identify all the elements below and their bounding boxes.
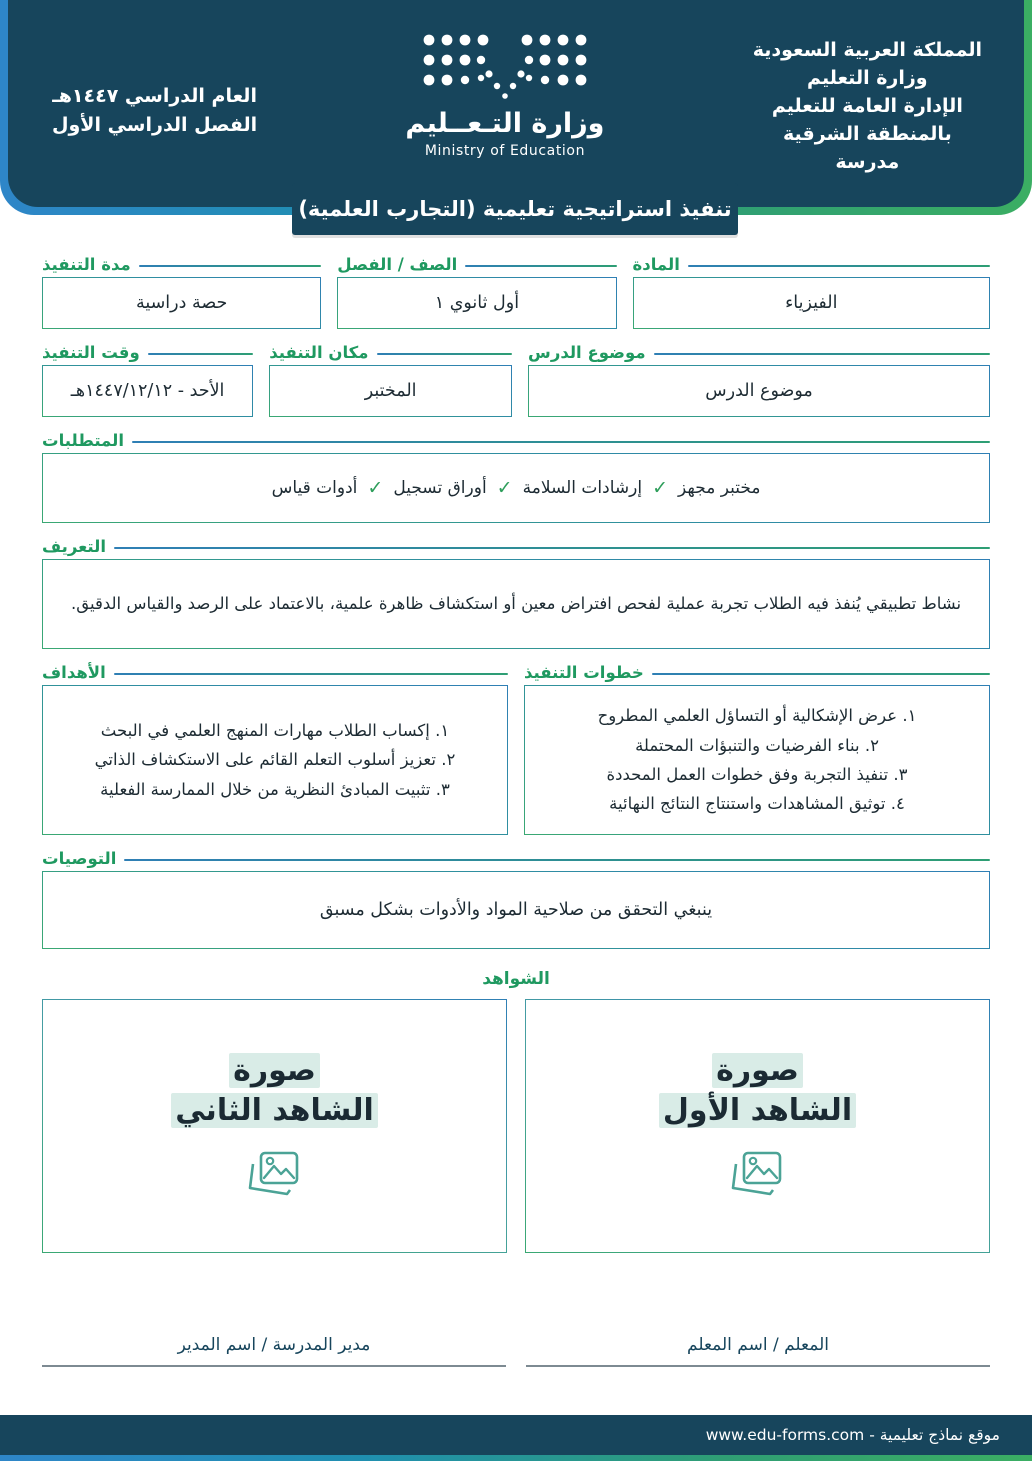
step-item: ٤. توثيق المشاهدات واستنتاج النتائج النهائية bbox=[609, 794, 905, 814]
footer-gradient-frame bbox=[0, 1415, 1032, 1461]
goal-item: ١. إكساب الطلاب مهارات المنهج العلمي في البحث bbox=[100, 720, 450, 740]
signature-teacher bbox=[526, 1335, 990, 1367]
footer-text: موقع نماذج تعليمية - www.edu-forms.com bbox=[705, 1426, 1000, 1444]
field-time bbox=[42, 343, 253, 417]
field-rule bbox=[465, 265, 616, 267]
field-grade-class-value[interactable]: أول ثانوي ١ bbox=[337, 277, 616, 329]
goals-head bbox=[42, 663, 508, 683]
section-definition bbox=[42, 537, 990, 649]
definition-text: نشاط تطبيقي يُنفذ فيه الطلاب تجربة عملية لفحص افتراض معين أو استكشاف ظاهرة علمية، بالاعتماد على الرصد والقياس الدقيق. bbox=[42, 559, 990, 649]
document-footer bbox=[0, 1415, 1032, 1455]
field-lesson-topic-value[interactable]: موضوع الدرس bbox=[528, 365, 990, 417]
academic-term: الفصل الدراسي الأول bbox=[52, 114, 258, 137]
field-time-value[interactable]: الأحد - ١٤٤٧/١٢/١٢هـ bbox=[42, 365, 253, 417]
document-header bbox=[8, 0, 1024, 207]
field-rule bbox=[114, 673, 508, 675]
field-grade-class bbox=[337, 255, 616, 329]
goals-steps-row bbox=[42, 663, 990, 835]
recommendations-head bbox=[42, 849, 990, 869]
field-grade-class-head bbox=[337, 255, 616, 275]
academic-year: العام الدراسي ١٤٤٧هـ bbox=[52, 85, 257, 107]
academic-year-block bbox=[8, 0, 257, 141]
step-item: ١. عرض الإشكالية أو التساؤل العلمي المطروح bbox=[597, 706, 917, 726]
check-icon: ✓ bbox=[496, 477, 513, 499]
recommendations-label: التوصيات bbox=[42, 848, 117, 868]
ministry-line-2: وزارة التعليم bbox=[807, 67, 928, 90]
evidence-slot-2[interactable] bbox=[42, 999, 507, 1253]
logo-arabic-text: وزارة التـعــليم bbox=[405, 108, 605, 139]
evidence-placeholder-line2: الشاهد الأول bbox=[659, 1093, 856, 1128]
field-lesson-topic bbox=[528, 343, 990, 417]
field-row-2 bbox=[42, 343, 990, 417]
step-item: ٣. تنفيذ التجربة وفق خطوات العمل المحددة bbox=[606, 765, 908, 784]
moe-dots-logo-icon bbox=[419, 30, 591, 108]
requirement-item: أوراق تسجيل bbox=[393, 478, 487, 498]
signature-line bbox=[42, 1365, 506, 1367]
signature-area bbox=[0, 1335, 1032, 1367]
field-subject bbox=[633, 255, 990, 329]
evidence-placeholder-line2: الشاهد الثاني bbox=[171, 1093, 378, 1128]
photos-icon bbox=[247, 1148, 303, 1198]
steps-list bbox=[598, 701, 917, 818]
signature-principal bbox=[42, 1335, 506, 1367]
field-grade-class-label: الصف / الفصل bbox=[337, 254, 458, 274]
ministry-block bbox=[753, 0, 1024, 177]
signature-principal-label: مدير المدرسة / اسم المدير bbox=[177, 1335, 371, 1355]
check-icon: ✓ bbox=[367, 477, 384, 499]
field-place bbox=[269, 343, 512, 417]
section-goals bbox=[42, 663, 508, 835]
field-duration-label: مدة التنفيذ bbox=[42, 254, 131, 274]
goal-item: ٣. تثبيت المبادئ النظرية من خلال الممارسة الفعلية bbox=[100, 779, 450, 799]
field-rule bbox=[654, 353, 990, 355]
field-place-label: مكان التنفيذ bbox=[269, 342, 369, 362]
field-rule bbox=[688, 265, 990, 267]
field-time-label: وقت التنفيذ bbox=[42, 342, 140, 362]
photos-icon bbox=[730, 1148, 786, 1198]
field-rule bbox=[139, 265, 322, 267]
image-placeholder-icon-wrap bbox=[247, 1148, 303, 1202]
ministry-line-1: المملكة العربية السعودية bbox=[752, 39, 982, 61]
field-rule bbox=[132, 441, 990, 443]
field-place-head bbox=[269, 343, 512, 363]
field-rule bbox=[114, 547, 990, 549]
step-item: ٢. بناء الفرضيات والتنبؤات المحتملة bbox=[635, 735, 879, 755]
field-time-head bbox=[42, 343, 253, 363]
form-body bbox=[0, 255, 1032, 1253]
evidence-label: الشواهد bbox=[482, 969, 550, 989]
requirement-item: إرشادات السلامة bbox=[522, 478, 643, 498]
check-icon: ✓ bbox=[652, 477, 669, 499]
ministry-line-3: الإدارة العامة للتعليم bbox=[771, 95, 963, 118]
field-duration-value[interactable]: حصة دراسية bbox=[42, 277, 321, 329]
field-place-value[interactable]: المختبر bbox=[269, 365, 512, 417]
requirement-item: مختبر مجهز bbox=[678, 478, 761, 498]
section-steps bbox=[524, 663, 990, 835]
ministry-line-5: مدرسة bbox=[835, 151, 900, 174]
signature-teacher-label: المعلم / اسم المعلم bbox=[687, 1335, 829, 1355]
requirements-label: المتطلبات bbox=[42, 430, 124, 450]
steps-box bbox=[524, 685, 990, 835]
requirement-item: أدوات قياس bbox=[271, 478, 358, 498]
ministry-line-4: بالمنطقة الشرقية bbox=[782, 123, 952, 146]
field-duration-head bbox=[42, 255, 321, 275]
steps-head bbox=[524, 663, 990, 683]
field-subject-label: المادة bbox=[632, 254, 680, 274]
evidence-placeholder-1 bbox=[659, 1051, 856, 1132]
section-recommendations bbox=[42, 849, 990, 949]
requirements-head bbox=[42, 431, 990, 451]
requirements-list bbox=[272, 477, 761, 499]
evidence-row bbox=[42, 999, 990, 1253]
field-lesson-topic-label: موضوع الدرس bbox=[528, 342, 646, 362]
field-rule bbox=[377, 353, 513, 355]
goal-item: ٢. تعزيز أسلوب التعلم القائم على الاستكشاف الذاتي bbox=[94, 750, 456, 770]
requirements-box bbox=[42, 453, 990, 523]
evidence-placeholder-line1: صورة bbox=[712, 1053, 803, 1088]
goals-box bbox=[42, 685, 508, 835]
field-subject-value[interactable]: الفيزياء bbox=[633, 277, 990, 329]
document-title: تنفيذ استراتيجية تعليمية (التجارب العلمية) bbox=[292, 183, 738, 235]
field-rule bbox=[652, 673, 990, 675]
goals-label: الأهداف bbox=[42, 662, 106, 682]
logo-english-text: Ministry of Education bbox=[424, 143, 586, 159]
recommendations-text: ينبغي التحقق من صلاحية المواد والأدوات بشكل مسبق bbox=[42, 871, 990, 949]
field-duration bbox=[42, 255, 321, 329]
section-requirements bbox=[42, 431, 990, 523]
field-rule bbox=[124, 859, 990, 861]
evidence-placeholder-2 bbox=[171, 1051, 378, 1132]
steps-label: خطوات التنفيذ bbox=[524, 662, 644, 682]
ministry-logo bbox=[355, 0, 655, 159]
field-rule bbox=[148, 353, 253, 355]
goals-list bbox=[95, 716, 456, 804]
field-subject-head bbox=[633, 255, 990, 275]
definition-head bbox=[42, 537, 990, 557]
definition-label: التعريف bbox=[42, 536, 107, 556]
image-placeholder-icon-wrap bbox=[730, 1148, 786, 1202]
signature-line bbox=[526, 1365, 990, 1367]
evidence-placeholder-line1: صورة bbox=[229, 1053, 320, 1088]
field-lesson-topic-head bbox=[528, 343, 990, 363]
field-row-1 bbox=[42, 255, 990, 329]
evidence-slot-1[interactable] bbox=[525, 999, 990, 1253]
